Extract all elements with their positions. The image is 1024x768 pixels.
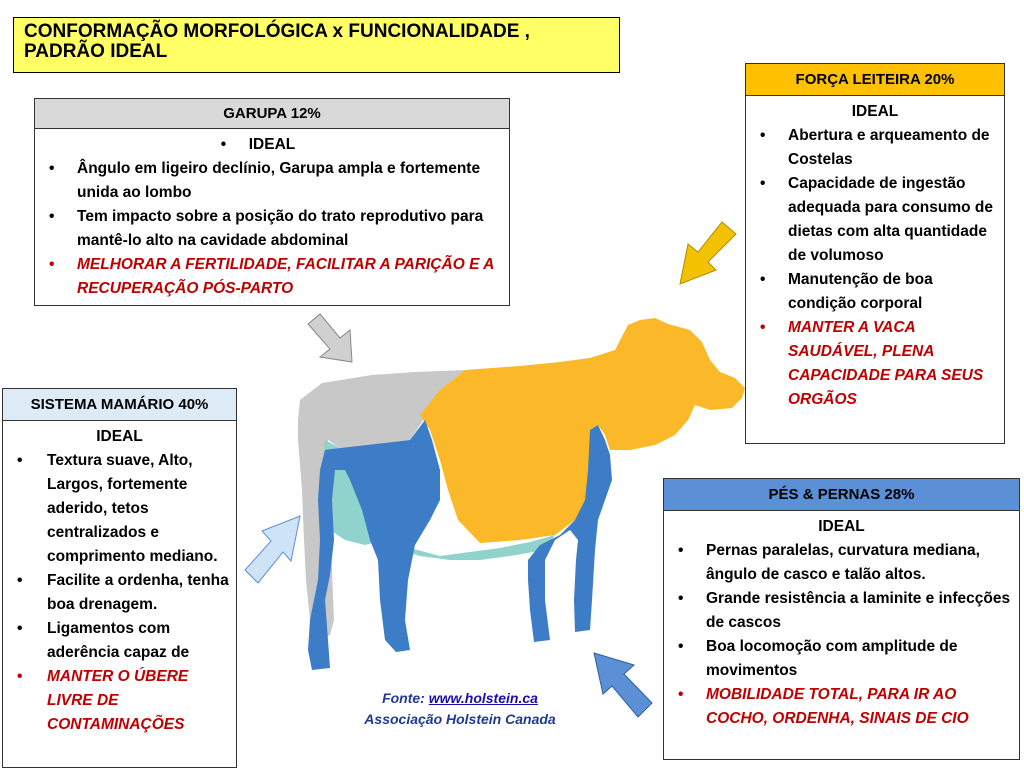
sistema-item: • Ligamentos com aderência capaz de <box>9 617 230 665</box>
forca-ideal-label: IDEAL <box>851 103 899 120</box>
sistema-ideal-label: IDEAL <box>96 428 143 445</box>
source-credit <box>350 688 570 730</box>
pes-item: • Boa locomoção com amplitude de movimentos <box>670 635 1013 683</box>
garupa-item: • Tem impacto sobre a posição do trato reprodutivo para mantê-lo alto na cavidade abdominal <box>41 205 503 253</box>
title-line-1: CONFORMAÇÃO MORFOLÓGICA x FUNCIONALIDADE , <box>24 21 530 42</box>
pes-goal: • MOBILIDADE TOTAL, PARA IR AO COCHO, ORDENHA, SINAIS DE CIO <box>670 683 1013 731</box>
arrow-garupa <box>308 314 352 362</box>
source-link[interactable]: www.holstein.ca <box>428 690 538 706</box>
garupa-goal: • MELHORAR A FERTILIDADE, FACILITAR A PARIÇÃO E A RECUPERAÇÃO PÓS-PARTO <box>41 253 503 301</box>
garupa-item: • Ângulo em ligeiro declínio, Garupa ampla e fortemente unida ao lombo <box>41 157 503 205</box>
source-org: Associação Holstein Canada <box>364 711 556 727</box>
forca-item: • Manutenção de boa condição corporal <box>752 268 998 316</box>
pes-item: • Pernas paralelas, curvatura mediana, ângulo de casco e talão altos. <box>670 539 1013 587</box>
page-title <box>13 17 620 73</box>
pes-pernas-panel <box>663 478 1020 760</box>
forca-item: • Abertura e arqueamento de Costelas <box>752 124 998 172</box>
sistema-goal: • MANTER O ÚBERE LIVRE DE CONTAMINAÇÕES <box>9 665 230 737</box>
garupa-ideal-label: • IDEAL <box>220 136 296 153</box>
arrow-sistema <box>245 516 300 583</box>
title-line-2: PADRÃO IDEAL <box>24 41 168 62</box>
arrow-pes <box>594 653 652 717</box>
sistema-mamario-panel <box>2 388 237 768</box>
garupa-header: GARUPA 12% <box>35 99 509 129</box>
forca-item: • Capacidade de ingestão adequada para consumo de dietas com alta quantidade de volumoso <box>752 172 998 268</box>
sistema-header: SISTEMA MAMÁRIO 40% <box>3 389 236 421</box>
arrow-forca <box>680 222 736 284</box>
forca-leiteira-panel <box>745 63 1005 444</box>
pes-ideal-label: IDEAL <box>818 518 865 535</box>
pes-header: PÉS & PERNAS 28% <box>664 479 1019 511</box>
sistema-item: • Textura suave, Alto, Largos, fortemente aderido, tetos centralizados e comprimento mediano. <box>9 449 230 569</box>
garupa-panel <box>34 98 510 306</box>
pes-item: • Grande resistência a laminite e infecções de cascos <box>670 587 1013 635</box>
forca-goal: • MANTER A VACA SAUDÁVEL, PLENA CAPACIDADE PARA SEUS ORGÃOS <box>752 316 998 412</box>
forca-header: FORÇA LEITEIRA 20% <box>746 64 1004 96</box>
sistema-item: • Facilite a ordenha, tenha boa drenagem. <box>9 569 230 617</box>
source-prefix: Fonte: <box>382 690 429 706</box>
